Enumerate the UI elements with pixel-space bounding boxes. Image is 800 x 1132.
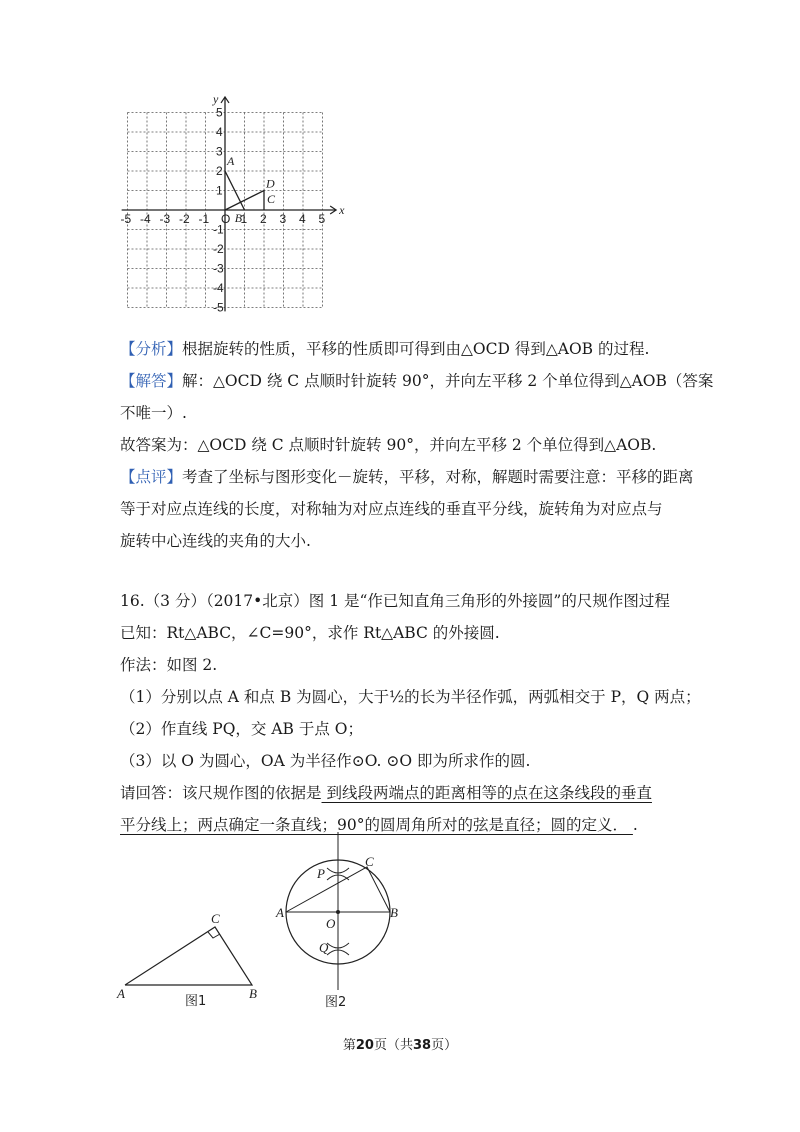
- page-number: 20: [355, 1038, 374, 1053]
- q16-step-1: （1）分别以点 A 和点 B 为圆心，大于½的长为半径作弧，两弧相交于 P，Q 两点；: [120, 688, 701, 706]
- fig2-label-c: C: [365, 854, 374, 869]
- comment-tag: 【点评】: [120, 468, 183, 486]
- q16-method: 作法：如图 2.: [120, 656, 218, 674]
- point-label-a: A: [227, 154, 235, 169]
- center-o: [336, 910, 340, 914]
- x-tick-label: -1: [198, 212, 210, 226]
- y-tick-label: 3: [216, 144, 223, 159]
- comment-line-3: 旋转中心连线的夹角的大小.: [120, 532, 311, 550]
- reply-prefix: 请回答：该尺规作图的依据是: [120, 784, 322, 802]
- solution-answer: 故答案为：△OCD 绕 C 点顺时针旋转 90°，并向左平移 2 个单位得到△AOB.: [120, 436, 657, 454]
- solution-tag: 【解答】: [120, 372, 183, 390]
- x-tick-label: 2: [260, 212, 267, 226]
- point-label-d: D: [266, 176, 275, 191]
- q16-step-2: （2）作直线 PQ，交 AB 于点 O；: [120, 720, 363, 738]
- x-axis-label: x: [339, 203, 345, 217]
- x-tick-label: O: [221, 212, 231, 226]
- solution-line-1: [120, 370, 714, 392]
- y-tick-label: -1: [213, 222, 224, 237]
- y-tick-label: -5: [213, 300, 224, 315]
- page-total: 38: [413, 1038, 432, 1053]
- q16-reply-line-1: [120, 782, 700, 804]
- solution-text-1: 解：△OCD 绕 C 点顺时针旋转 90°，并向左平移 2 个单位得到△AOB（答案: [182, 372, 714, 390]
- figure-2: [275, 830, 405, 1015]
- x-tick-label: 3: [279, 212, 287, 226]
- y-tick-label: 1: [216, 183, 223, 198]
- reply-answer-2: 平分线上；两点确定一条直线；90°的圆周角所对的弦是直径；圆的定义．: [120, 816, 633, 834]
- analysis-text: 根据旋转的性质，平移的性质即可得到由△OCD 得到△AOB 的过程.: [182, 340, 650, 358]
- comment-text-1: 考查了坐标与图形变化－旋转，平移，对称，解题时需要注意：平移的距离: [182, 468, 694, 486]
- point-label-c: C: [267, 192, 276, 207]
- page-footer: 第20页（共38页）: [342, 1038, 458, 1053]
- y-tick-label: -3: [213, 261, 224, 276]
- q16-given: 已知：Rt△ABC，∠C=90°，求作 Rt△ABC 的外接圆.: [120, 624, 500, 642]
- comment-line-2: 等于对应点连线的长度，对称轴为对应点连线的垂直平分线，旋转角为对应点与: [120, 500, 663, 518]
- fig2-label-o: O: [326, 916, 336, 931]
- analysis-tag: 【分析】: [120, 340, 183, 358]
- reply-answer-1: 到线段两端点的距离相等的点在这条线段的垂直: [321, 784, 652, 802]
- y-tick-label: -2: [213, 242, 224, 256]
- y-tick-label: 2: [216, 164, 223, 178]
- comment-line-1: [120, 466, 700, 488]
- coordinate-grid-figure: [110, 90, 350, 320]
- fig2-caption: 图2: [325, 995, 347, 1010]
- point-label-b: B: [234, 211, 243, 225]
- fig1-caption: 图1: [185, 994, 207, 1009]
- x-tick-label: 4: [299, 212, 306, 226]
- fig2-label-b: B: [390, 905, 398, 920]
- x-tick-label: -4: [140, 212, 151, 226]
- q16-reply-line-2: [120, 814, 700, 836]
- x-tick-label: -2: [179, 212, 190, 226]
- q16-step-3: （3）以 O 为圆心，OA 为半径作⊙O. ⊙O 即为所求作的圆.: [120, 752, 531, 770]
- y-tick-label: -4: [213, 281, 224, 295]
- analysis-line: [120, 338, 700, 360]
- figure-1: [115, 905, 275, 1015]
- triangle-abc: [125, 927, 252, 985]
- x-tick-label: -3: [159, 212, 171, 226]
- y-tick-label: 5: [216, 105, 223, 120]
- fig2-label-p: P: [317, 866, 325, 881]
- fig1-label-b: B: [249, 986, 257, 1001]
- fig1-label-a: A: [117, 986, 125, 1001]
- fig2-label-a: A: [276, 905, 284, 920]
- fig2-label-q: Q: [319, 940, 329, 955]
- reply-end: .: [632, 816, 638, 834]
- solution-line-2: 不唯一）.: [120, 404, 187, 422]
- x-tick-label: 1: [240, 212, 248, 226]
- y-tick-label: 4: [216, 125, 223, 139]
- fig1-label-c: C: [211, 911, 220, 926]
- y-axis-label: y: [213, 91, 219, 106]
- q16-title: 16.（3 分）（2017•北京）图 1 是“作已知直角三角形的外接圆”的尺规作图过程: [120, 592, 670, 610]
- x-tick-label: 5: [318, 212, 326, 226]
- x-tick-label: -5: [120, 212, 132, 226]
